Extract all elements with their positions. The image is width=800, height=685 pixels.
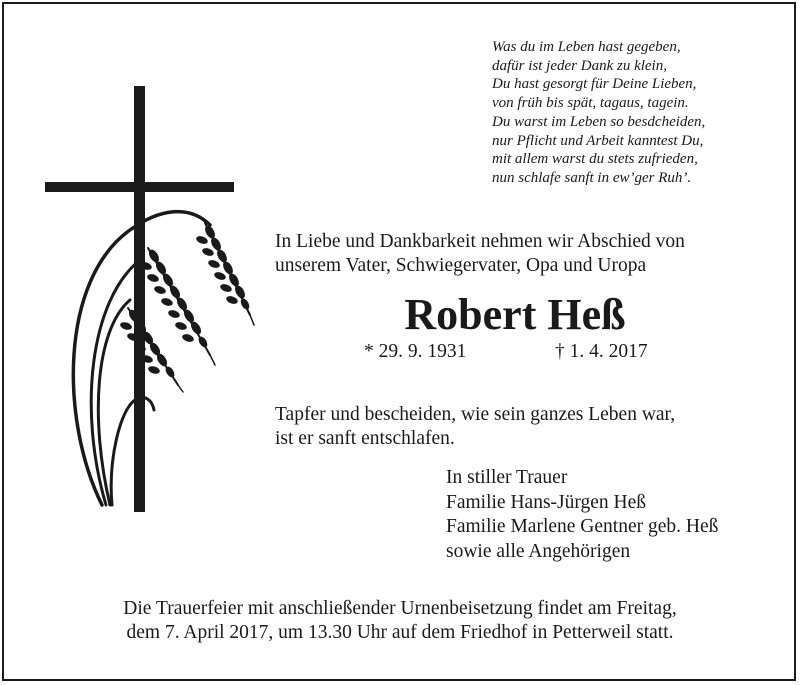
- poem-line: nun schlafe sanft in ew’ger Ruh’.: [492, 169, 692, 186]
- wheat-stalk: [98, 300, 130, 505]
- intro-text: [275, 230, 755, 278]
- cross-vertical-beam: [134, 86, 145, 512]
- deceased-name: Robert Heß: [404, 290, 626, 339]
- intro-line: In Liebe und Dankbarkeit nehmen wir Abschied von: [275, 231, 685, 252]
- poem-line: nur Pflicht und Arbeit kanntest Du,: [492, 132, 704, 149]
- poem-line: mit allem warst du stets zufrieden,: [492, 151, 698, 168]
- funeral-service-info: [0, 597, 800, 645]
- death-date: † 1. 4. 2017: [555, 341, 648, 362]
- birth-date: * 29. 9. 1931: [364, 341, 467, 362]
- cross-with-wheat-icon: [40, 80, 260, 520]
- mourners-line: Familie Marlene Gentner geb. Heß: [446, 516, 719, 537]
- poem-line: Was du im Leben hast gegeben,: [492, 39, 681, 55]
- wheat-stalk: [111, 398, 154, 505]
- service-line: Die Trauerfeier mit anschließender Urnenbeisetzung findet am Freitag,: [123, 598, 677, 619]
- mourners-list: [446, 466, 718, 564]
- intro-line: unserem Vater, Schwiegervater, Opa und Uropa: [275, 255, 647, 276]
- poem-line: von früh bis spät, tagaus, tagein.: [492, 95, 689, 112]
- farewell-text: [275, 403, 675, 451]
- poem-line: dafür ist jeder Dank zu klein,: [492, 57, 667, 74]
- memorial-poem: [492, 38, 705, 188]
- mourners-line: sowie alle Angehörigen: [446, 540, 631, 562]
- mourners-line: In stiller Trauer: [446, 467, 568, 488]
- poem-line: Du warst im Leben so besdcheiden,: [492, 113, 706, 130]
- service-line: dem 7. April 2017, um 13.30 Uhr auf dem Friedhof in Petterweil statt.: [126, 622, 674, 643]
- farewell-line: ist er sanft entschlafen.: [275, 428, 455, 449]
- cross-horizontal-beam: [45, 182, 234, 192]
- mourners-line: Familie Hans-Jürgen Heß: [446, 491, 647, 513]
- poem-line: Du hast gesorgt für Deine Lieben,: [492, 76, 697, 93]
- farewell-line: Tapfer und bescheiden, wie sein ganzes Leben war,: [275, 404, 676, 425]
